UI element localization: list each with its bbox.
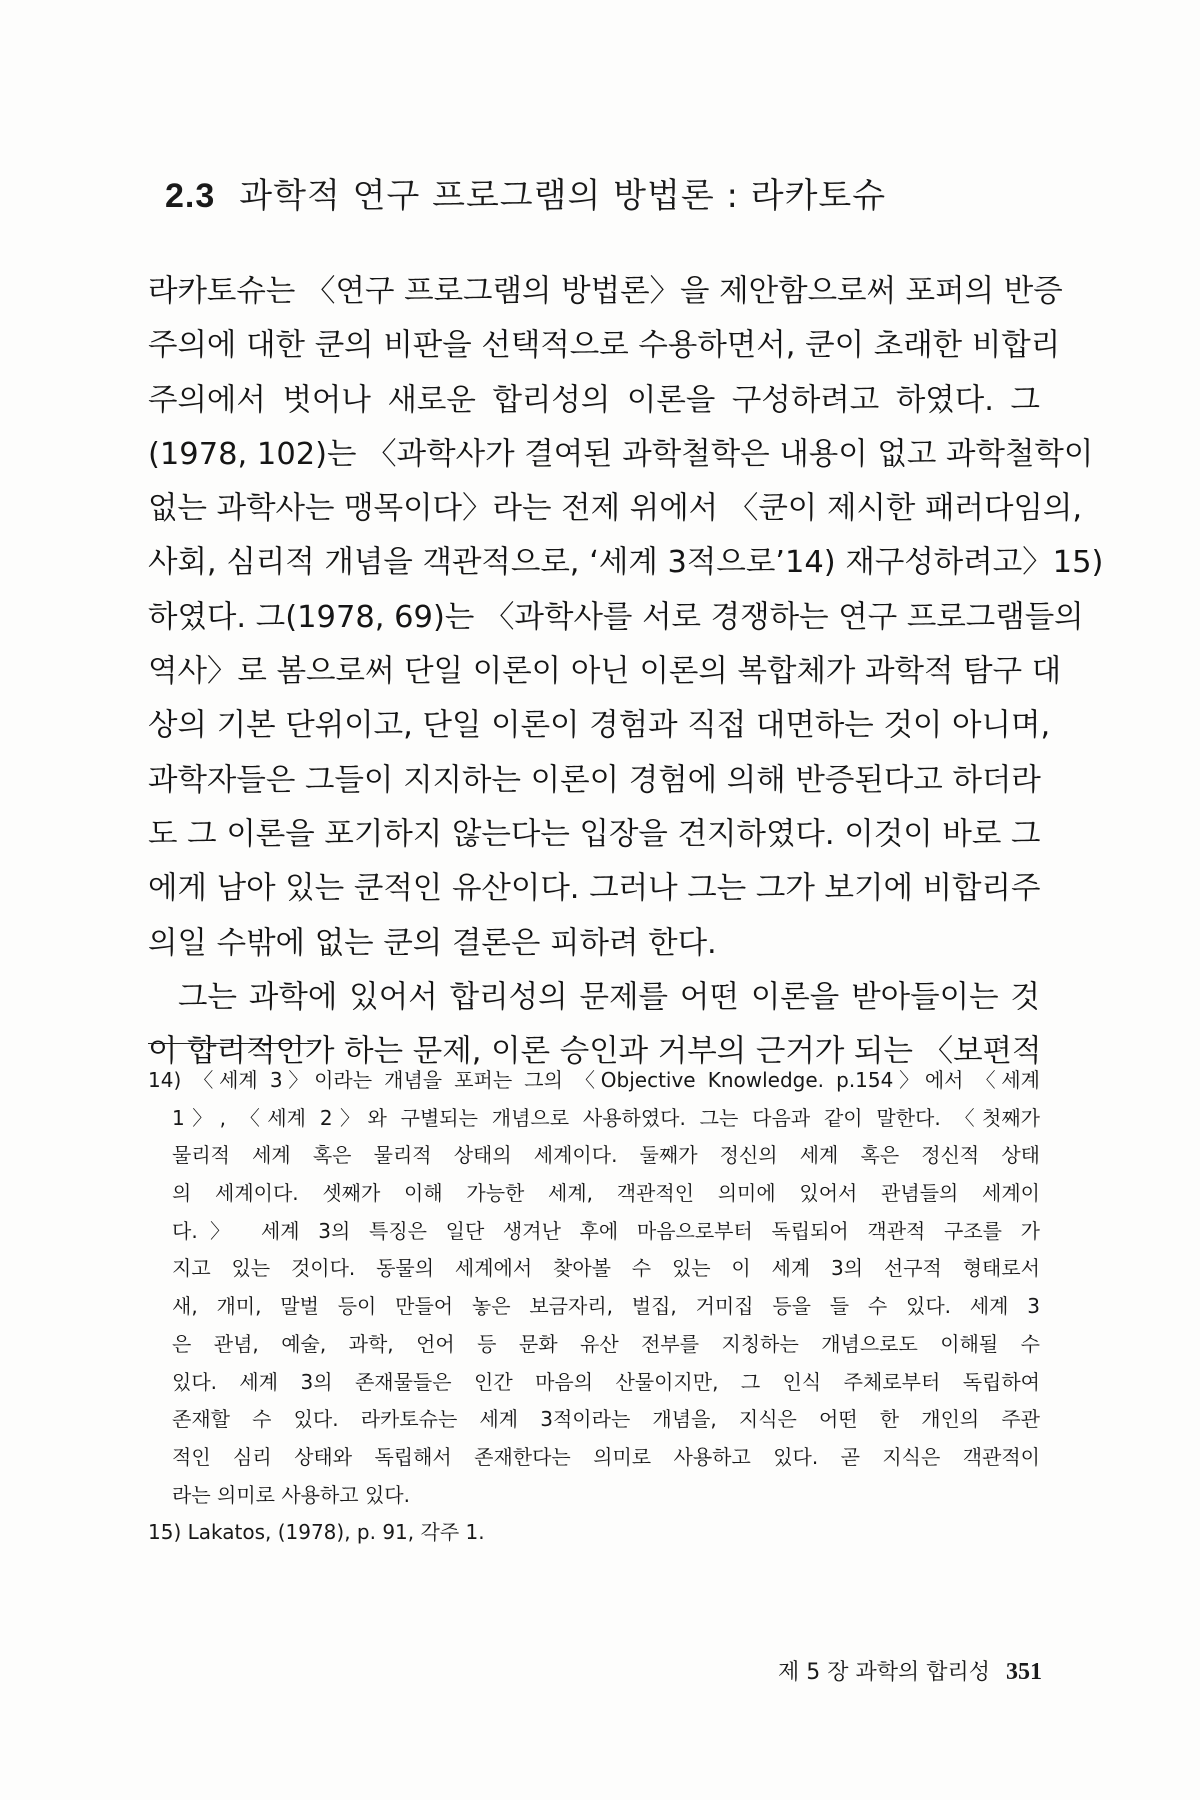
body-line: 역사〉로 봄으로써 단일 이론이 아닌 이론의 복합체가 과학적 탐구 대: [148, 654, 1062, 690]
body-line: 이 합리적인가 하는 문제, 이론 승인과 거부의 근거가 되는 〈보편적: [148, 1034, 1042, 1070]
footnote-line: 있다. 세계 3의 존재물들은 인간 마음의 산물이지만, 그 인식 주체로부터 독립하여: [172, 1369, 1040, 1394]
footnote-line: 15) Lakatos, (1978), p. 91, 각주 1.: [148, 1520, 485, 1545]
section-title: 과학적 연구 프로그램의 방법론 : 라카토슈: [239, 176, 887, 216]
body-line: 상의 기본 단위이고, 단일 이론이 경험과 직접 대면하는 것이 아니며,: [148, 708, 1051, 744]
section-number: 2.3: [165, 177, 216, 215]
section-heading: [165, 168, 1045, 217]
footnote-line: 물리적 세계 혹은 물리적 상태의 세계이다. 둘째가 정신의 세계 혹은 정신적 상태: [172, 1143, 1040, 1168]
body-text: [148, 265, 1104, 1079]
footnote-line: 존재할 수 있다. 라카토슈는 세계 3적이라는 개념을, 지식은 어떤 한 개인의 주관: [172, 1407, 1040, 1432]
footnote-line: 새, 개미, 말벌 등이 만들어 놓은 보금자리, 벌집, 거미집 등을 들 수 있다. 세계 3: [172, 1294, 1040, 1319]
footnote-divider: [148, 1043, 313, 1044]
body-line: 사회, 심리적 개념을 객관적으로, ‘세계 3적으로’14) 재구성하려고〉15): [148, 545, 1104, 581]
footnote-line: 1〉, 〈세계 2〉와 구별되는 개념으로 사용하였다. 그는 다음과 같이 말한다. 〈첫째가: [172, 1105, 1040, 1130]
body-line: 그는 과학에 있어서 합리성의 문제를 어떤 이론을 받아들이는 것: [178, 979, 1040, 1015]
footnote-line: 지고 있는 것이다. 동물의 세계에서 찾아볼 수 있는 이 세계 3의 선구적 형태로서: [172, 1256, 1040, 1281]
body-line: 과학자들은 그들이 지지하는 이론이 경험에 의해 반증된다고 하더라: [148, 762, 1041, 798]
footnote-line: 의 세계이다. 셋째가 이해 가능한 세계, 객관적인 의미에 있어서 관념들의 세계이: [172, 1181, 1040, 1206]
footnotes: [148, 1062, 1040, 1552]
running-chapter-title: 제 5 장 과학의 합리성: [778, 1660, 990, 1685]
page-footer: [778, 1655, 1042, 1686]
footnote-line: 적인 심리 상태와 독립해서 존재한다는 의미로 사용하고 있다. 곧 지식은 객관적이: [172, 1444, 1040, 1469]
body-line: 도 그 이론을 포기하지 않는다는 입장을 견지하였다. 이것이 바로 그: [148, 816, 1041, 852]
footnote-line: 14) 〈세계 3〉이라는 개념을 포퍼는 그의 〈Objective Knowledge. p.154〉에서 〈세계: [148, 1068, 1040, 1092]
footnote-line: 라는 의미로 사용하고 있다.: [172, 1482, 410, 1507]
body-line: 하였다. 그(1978, 69)는 〈과학사를 서로 경쟁하는 연구 프로그램들의: [148, 599, 1084, 635]
footnote-line: 다.〉 세계 3의 특징은 일단 생겨난 후에 마음으로부터 독립되어 객관적 구조를 가: [172, 1218, 1040, 1243]
page-number: 351: [1006, 1659, 1042, 1685]
body-line: 의일 수밖에 없는 쿤의 결론은 피하려 한다.: [148, 925, 717, 961]
body-line: 주의에서 벗어나 새로운 합리성의 이론을 구성하려고 하였다. 그: [148, 382, 1040, 418]
body-line: 없는 과학사는 맹목이다〉라는 전제 위에서 〈쿤이 제시한 패러다임의,: [148, 491, 1083, 527]
footnote-line: 은 관념, 예술, 과학, 언어 등 문화 유산 전부를 지칭하는 개념으로도 이해될 수: [172, 1331, 1040, 1356]
body-line: 주의에 대한 쿤의 비판을 선택적으로 수용하면서, 쿤이 초래한 비합리: [148, 328, 1061, 364]
body-line: 에게 남아 있는 쿤적인 유산이다. 그러나 그는 그가 보기에 비합리주: [148, 871, 1041, 907]
body-line: (1978, 102)는 〈과학사가 결여된 과학철학은 내용이 없고 과학철학이: [148, 436, 1094, 472]
body-line: 라카토슈는 〈연구 프로그램의 방법론〉을 제안함으로써 포퍼의 반증: [148, 274, 1063, 309]
